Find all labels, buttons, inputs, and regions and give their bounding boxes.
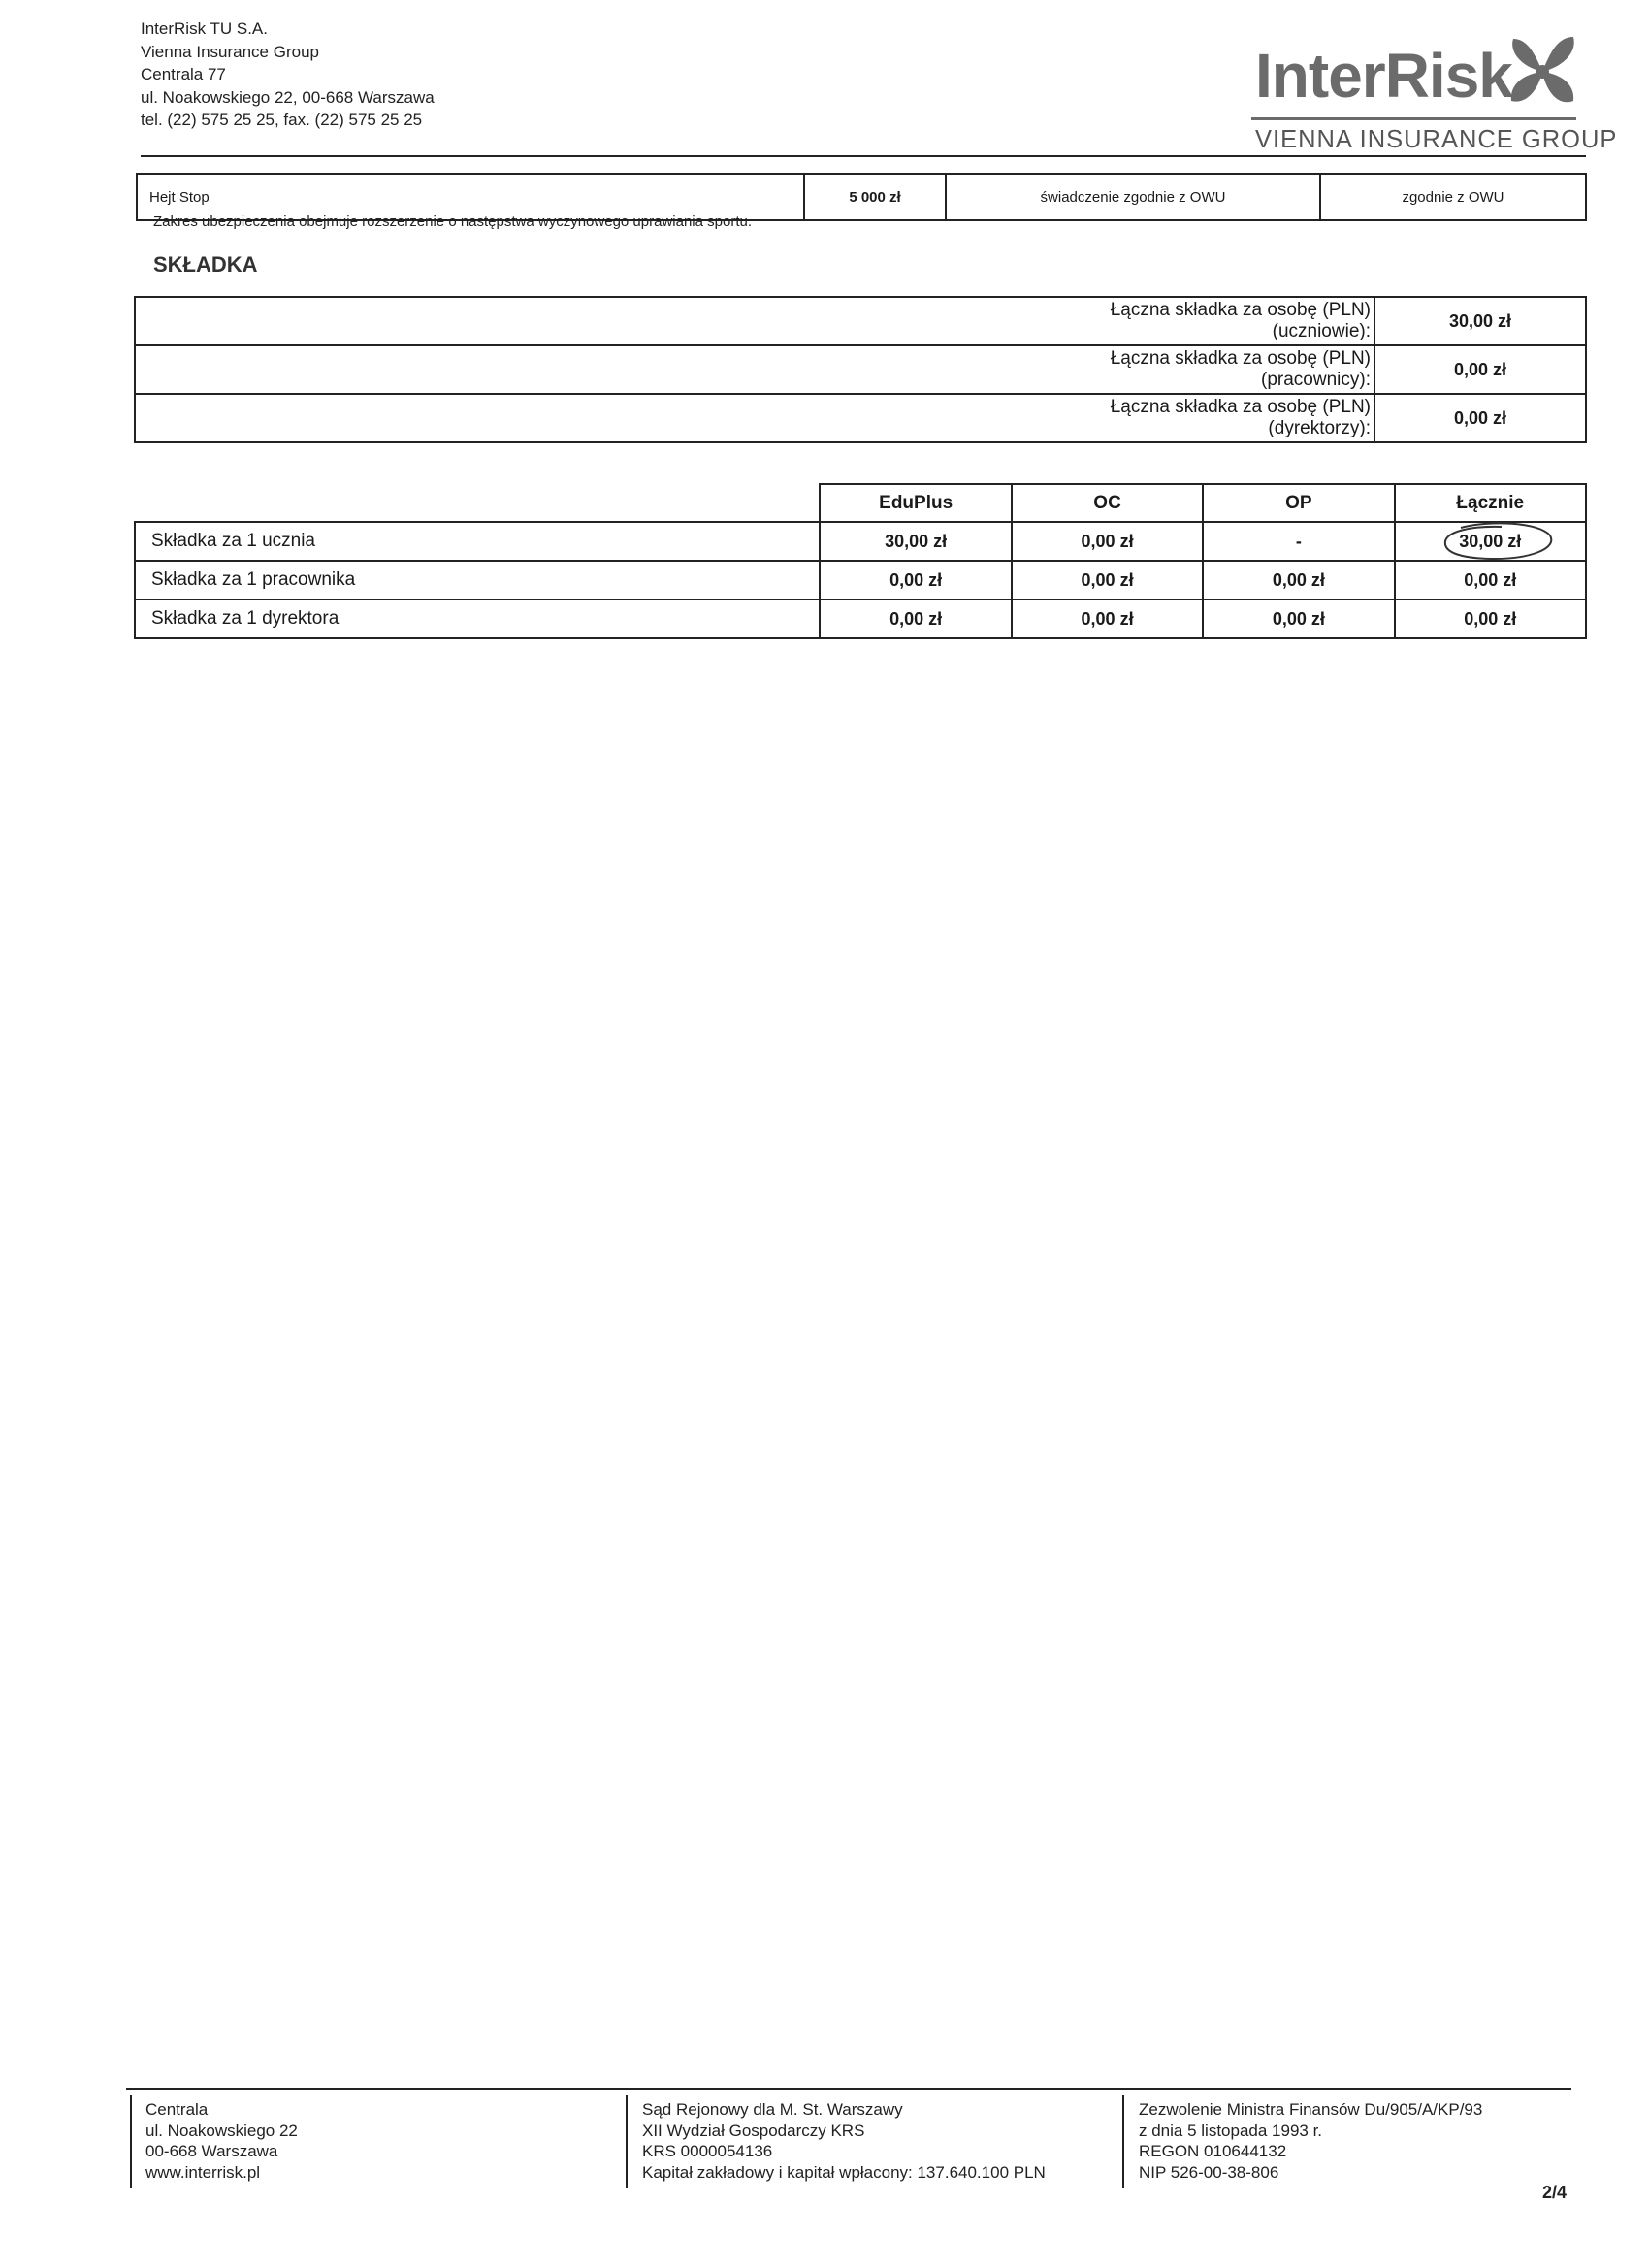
footer-license [1139,2099,1482,2183]
logo-divider [1251,117,1576,120]
section-title: SKŁADKA [153,252,258,276]
total-value: 0,00 zł [1374,345,1586,394]
footer-line: z dnia 5 listopada 1993 r. [1139,2121,1323,2140]
total-group-text: (pracownicy): [1261,370,1371,390]
coverage-terms: zgodnie z OWU [1320,174,1586,220]
footer-line: XII Wydział Gospodarczy KRS [642,2121,865,2140]
footer-line: Kapitał zakładowy i kapitał wpłacony: 137.640.100 PLN [642,2162,1046,2182]
footer-line: NIP 526-00-38-806 [1139,2162,1279,2182]
row-label: Składka za 1 ucznia [135,522,820,561]
footer-registry [642,2099,1046,2183]
logo-wordmark: InterRisk [1255,41,1512,111]
coverage-sum: 5 000 zł [804,174,946,220]
footer-line: Centrala [146,2100,209,2119]
cell-value: 0,00 zł [1395,599,1587,638]
total-value: 30,00 zł [1374,297,1586,345]
column-header: EduPlus [820,484,1011,522]
footer-line: REGON 010644132 [1139,2142,1287,2160]
address-line: Vienna Insurance Group [141,42,319,61]
handwritten-circle-mark [1441,522,1556,561]
cell-value: 0,00 zł [1395,561,1587,599]
footer-column-bar [130,2095,132,2188]
page-number: 2/4 [1542,2183,1568,2202]
total-group-text: (dyrektorzy): [1268,418,1371,438]
total-label-text: Łączna składka za osobę (PLN) [1110,397,1371,417]
total-label [135,345,1374,394]
column-header: OP [1203,484,1394,522]
address-line: InterRisk TU S.A. [141,19,268,38]
cell-value: 0,00 zł [1012,599,1203,638]
interrisk-logo [1251,27,1618,158]
footer-divider [126,2088,1571,2090]
row-label: Składka za 1 dyrektora [135,599,820,638]
row-label: Składka za 1 pracownika [135,561,820,599]
total-label-text: Łączna składka za osobę (PLN) [1110,348,1371,369]
footer-line: Zezwolenie Ministra Finansów Du/905/A/KP/93 [1139,2100,1483,2119]
header-divider [141,155,1586,157]
table-row [135,345,1586,394]
table-row [135,522,1586,561]
footer-line: ul. Noakowskiego 22 [146,2121,298,2140]
logo-tagline: VIENNA INSURANCE GROUP [1255,126,1618,153]
total-label [135,297,1374,345]
footer-line: 00-668 Warszawa [146,2142,278,2160]
table-row [135,297,1586,345]
company-address [141,17,435,132]
column-header: OC [1012,484,1203,522]
footer-line: www.interrisk.pl [146,2162,261,2182]
footer-column-bar [626,2095,628,2188]
coverage-name: Hejt Stop [137,174,804,220]
table-row [135,599,1586,638]
total-label [135,394,1374,442]
premium-totals-table [134,296,1587,443]
cell-value: - [1203,522,1394,561]
total-value: 0,00 zł [1374,394,1586,442]
empty-header-cell [135,484,820,522]
cell-value: 0,00 zł [1012,522,1203,561]
address-line: tel. (22) 575 25 25, fax. (22) 575 25 25 [141,111,423,129]
cell-value: 0,00 zł [1203,561,1394,599]
total-label-text: Łączna składka za osobę (PLN) [1110,300,1371,320]
table-row [135,394,1586,442]
footer-line: KRS 0000054136 [642,2142,773,2160]
cell-value: 0,00 zł [820,599,1011,638]
cell-value: 0,00 zł [1012,561,1203,599]
cell-value: 30,00 zł [1395,522,1587,561]
table-row [135,561,1586,599]
footer-address [146,2099,298,2183]
address-line: Centrala 77 [141,65,226,83]
cell-value: 0,00 zł [820,561,1011,599]
total-group-text: (uczniowie): [1272,321,1371,341]
clover-logo-icon [1505,33,1579,113]
coverage-note: Zakres ubezpieczenia obejmuje rozszerzenie o następstwa wyczynowego uprawiania sportu. [153,213,752,230]
footer-line: Sąd Rejonowy dla M. St. Warszawy [642,2100,903,2119]
table-header-row [135,484,1586,522]
cell-value: 30,00 zł [820,522,1011,561]
coverage-benefit: świadczenie zgodnie z OWU [946,174,1320,220]
address-line: ul. Noakowskiego 22, 00-668 Warszawa [141,87,435,107]
cell-value: 0,00 zł [1203,599,1394,638]
column-header: Łącznie [1395,484,1587,522]
premium-breakdown-table [134,483,1587,639]
footer-column-bar [1122,2095,1124,2188]
